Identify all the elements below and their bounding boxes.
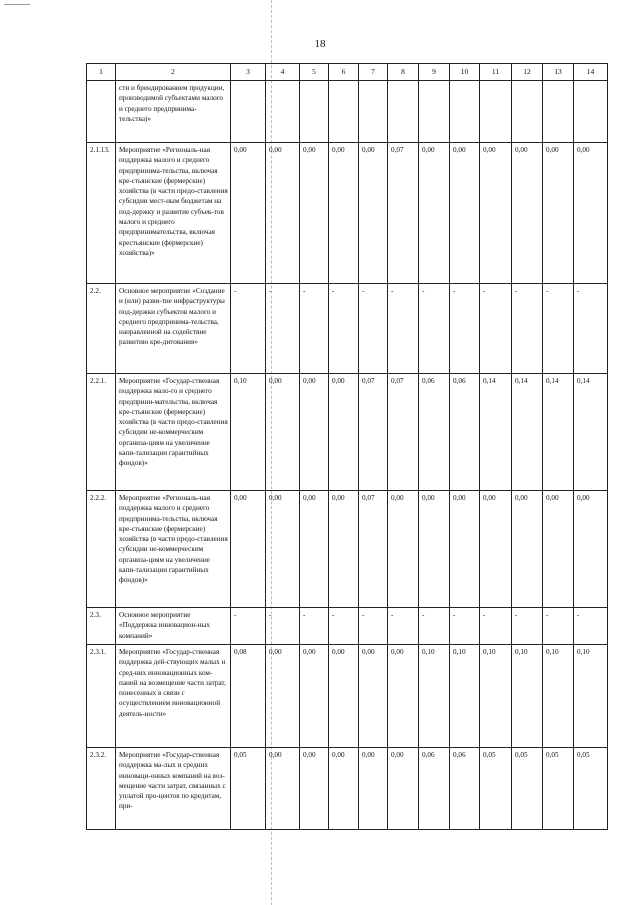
value-cell: 0,00 (450, 491, 480, 608)
table-row (87, 748, 608, 830)
value-cell: - (419, 284, 450, 374)
value-cell: - (329, 284, 359, 374)
column-header-11: 11 (480, 64, 512, 81)
row-measure-name: Мероприятие «Региональ-ная поддержка малого и среднего предпринима-тельства, включая кре-стьянские (фермерские) хозяйства (в части предо-ставления субсидии мест-ным бюджетам на под-держку и развитие субъек-тов малого и среднего предпринимательства, включая крестьянские (фермерские) хозяйства)» (116, 143, 231, 284)
value-cell: - (300, 284, 329, 374)
value-cell: 0,00 (266, 143, 300, 284)
value-cell: 0,00 (300, 748, 329, 830)
value-cell: 0,00 (329, 491, 359, 608)
value-cell: 0,00 (359, 143, 388, 284)
value-cell: - (359, 284, 388, 374)
column-header-10: 10 (450, 64, 480, 81)
value-cell: 0,00 (512, 143, 543, 284)
value-cell: 0,07 (359, 374, 388, 491)
row-measure-name: Основное мероприятие «Поддержка инновацион-ных компаний» (116, 608, 231, 645)
row-number (87, 81, 116, 143)
value-cell: 0,14 (574, 374, 608, 491)
value-cell: 0,10 (419, 645, 450, 748)
column-header-6: 6 (329, 64, 359, 81)
value-cell: 0,06 (419, 374, 450, 491)
value-cell: 0,00 (388, 645, 419, 748)
indicators-table (86, 63, 608, 830)
value-cell: 0,00 (300, 645, 329, 748)
value-cell: 0,00 (574, 143, 608, 284)
value-cell: 0,10 (231, 374, 266, 491)
value-cell: 0,10 (512, 645, 543, 748)
value-cell: 0,14 (512, 374, 543, 491)
column-header-3: 3 (231, 64, 266, 81)
column-header-9: 9 (419, 64, 450, 81)
value-cell: 0,00 (450, 143, 480, 284)
value-cell (450, 81, 480, 143)
value-cell: 0,10 (480, 645, 512, 748)
value-cell: 0,00 (231, 491, 266, 608)
value-cell: 0,00 (266, 491, 300, 608)
value-cell: - (419, 608, 450, 645)
value-cell: 0,00 (266, 374, 300, 491)
column-header-1: 1 (87, 64, 116, 81)
value-cell: - (388, 608, 419, 645)
value-cell: 0,10 (543, 645, 574, 748)
value-cell: 0,00 (231, 143, 266, 284)
table-row (87, 143, 608, 284)
value-cell: 0,14 (543, 374, 574, 491)
row-measure-name: Мероприятие «Государ-ственная поддержка дей-ствующих малых и сред-них инновационных ком-паний на возмещение части затрат, понесенных в связи с осуществлением инновационной деятель-ности» (116, 645, 231, 748)
value-cell (543, 81, 574, 143)
value-cell: - (231, 284, 266, 374)
value-cell: 0,05 (231, 748, 266, 830)
table-row (87, 284, 608, 374)
scan-corner-mark (4, 4, 30, 5)
value-cell: 0,00 (266, 645, 300, 748)
value-cell (329, 81, 359, 143)
row-measure-name: Основное мероприятие «Создание и (или) разви-тие инфраструктуры под-держки субъектов малого и среднего предпринима-тельства, направленной на содействие развитию кре-дитования» (116, 284, 231, 374)
value-cell: 0,08 (231, 645, 266, 748)
value-cell: 0,00 (300, 143, 329, 284)
value-cell: 0,00 (543, 143, 574, 284)
value-cell: - (450, 284, 480, 374)
row-measure-name: сти и брендированием продукции, производимой субъектами малого и среднего предпринима-тельства)» (116, 81, 231, 143)
row-number: 2.3.2. (87, 748, 116, 830)
value-cell (388, 81, 419, 143)
value-cell: - (574, 284, 608, 374)
table-header-row (87, 64, 608, 81)
value-cell (359, 81, 388, 143)
value-cell: - (543, 284, 574, 374)
value-cell: 0,00 (419, 491, 450, 608)
column-header-5: 5 (300, 64, 329, 81)
table-row (87, 645, 608, 748)
value-cell: 0,05 (512, 748, 543, 830)
value-cell: 0,00 (480, 491, 512, 608)
value-cell: - (359, 608, 388, 645)
value-cell: 0,00 (300, 491, 329, 608)
table-row (87, 81, 608, 143)
table-row (87, 374, 608, 491)
value-cell: - (266, 284, 300, 374)
row-number: 2.3. (87, 608, 116, 645)
value-cell: 0,06 (450, 374, 480, 491)
value-cell: 0,05 (574, 748, 608, 830)
value-cell (574, 81, 608, 143)
column-header-2: 2 (116, 64, 231, 81)
value-cell: 0,00 (329, 374, 359, 491)
column-header-4: 4 (266, 64, 300, 81)
table-row (87, 491, 608, 608)
value-cell: - (574, 608, 608, 645)
value-cell: 0,00 (543, 491, 574, 608)
column-header-13: 13 (543, 64, 574, 81)
value-cell: 0,00 (359, 748, 388, 830)
value-cell (231, 81, 266, 143)
value-cell: - (512, 608, 543, 645)
value-cell (419, 81, 450, 143)
value-cell: 0,00 (359, 645, 388, 748)
value-cell: 0,00 (512, 491, 543, 608)
value-cell: - (512, 284, 543, 374)
row-number: 2.2.1. (87, 374, 116, 491)
row-number: 2.1.13. (87, 143, 116, 284)
row-number: 2.2. (87, 284, 116, 374)
value-cell: - (388, 284, 419, 374)
value-cell (480, 81, 512, 143)
value-cell: 0,05 (543, 748, 574, 830)
value-cell: - (329, 608, 359, 645)
value-cell: - (300, 608, 329, 645)
row-number: 2.3.1. (87, 645, 116, 748)
value-cell: 0,05 (480, 748, 512, 830)
value-cell: - (231, 608, 266, 645)
value-cell: 0,00 (388, 491, 419, 608)
value-cell: 0,10 (574, 645, 608, 748)
value-cell: 0,00 (266, 748, 300, 830)
page-number: 18 (314, 38, 326, 50)
value-cell (266, 81, 300, 143)
value-cell: 0,00 (388, 748, 419, 830)
value-cell: - (480, 608, 512, 645)
value-cell: 0,14 (480, 374, 512, 491)
value-cell: 0,07 (388, 374, 419, 491)
value-cell: - (480, 284, 512, 374)
table-row (87, 608, 608, 645)
value-cell: 0,00 (329, 748, 359, 830)
value-cell: 0,07 (359, 491, 388, 608)
row-measure-name: Мероприятие «Государ-ственная поддержка мало-го и среднего предприни-мательства, включая кре-стьянские (фермерские) хозяйства (в части предо-ставления субсидии не-коммерческим организа-циям на увеличение капи-тализации гарантийных фондов)» (116, 374, 231, 491)
value-cell: 0,00 (329, 645, 359, 748)
value-cell: 0,10 (450, 645, 480, 748)
value-cell: 0,00 (329, 143, 359, 284)
column-header-12: 12 (512, 64, 543, 81)
row-number: 2.2.2. (87, 491, 116, 608)
value-cell (512, 81, 543, 143)
value-cell: 0,00 (419, 143, 450, 284)
value-cell: 0,07 (388, 143, 419, 284)
row-measure-name: Мероприятие «Государ-ственная поддержка ма-лых и средних инноваци-онных компаний на воз-мещение части затрат, связанных с уплатой про-центов по кредитам, при- (116, 748, 231, 830)
value-cell: - (450, 608, 480, 645)
value-cell: 0,06 (419, 748, 450, 830)
value-cell: 0,06 (450, 748, 480, 830)
value-cell: 0,00 (480, 143, 512, 284)
column-header-14: 14 (574, 64, 608, 81)
column-header-8: 8 (388, 64, 419, 81)
value-cell (300, 81, 329, 143)
row-measure-name: Мероприятие «Региональ-ная поддержка малого и среднего предпринима-тельства, включая кре-стьянские (фермерские) хозяйства (в части предо-ставления субсидии не-коммерческим организа-циям на увеличение капи-тализации гарантийных фондов)» (116, 491, 231, 608)
value-cell: 0,00 (300, 374, 329, 491)
value-cell: - (543, 608, 574, 645)
column-header-7: 7 (359, 64, 388, 81)
value-cell: 0,00 (574, 491, 608, 608)
value-cell: - (266, 608, 300, 645)
